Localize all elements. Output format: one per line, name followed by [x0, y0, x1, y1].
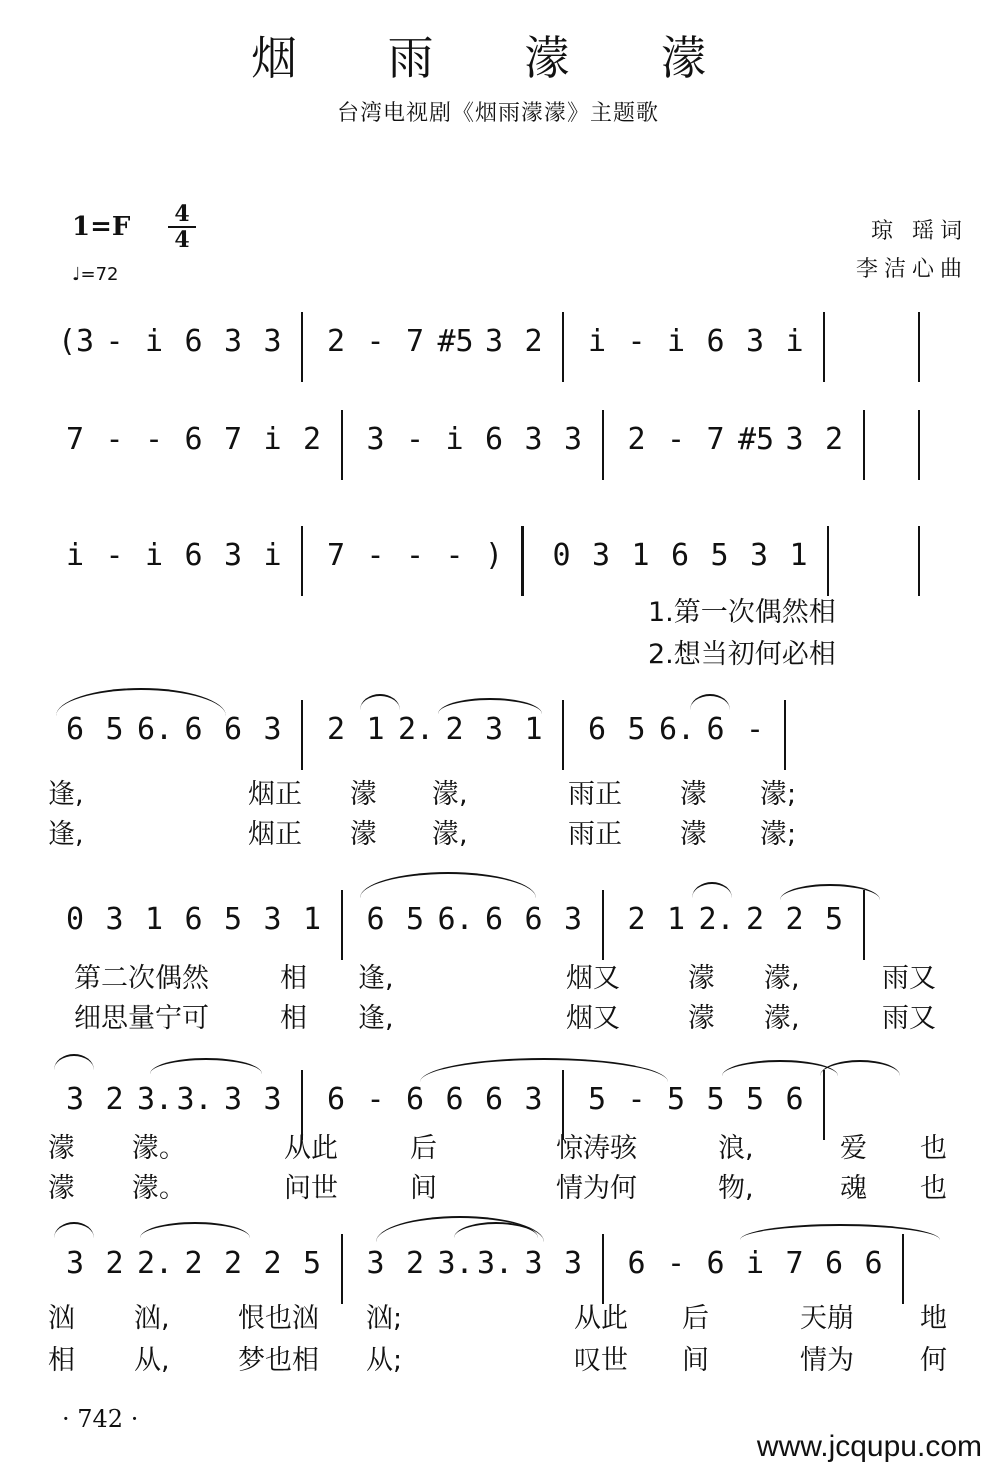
lyric-word: 濛。 [132, 1173, 186, 1204]
barline [301, 312, 303, 382]
slur [438, 698, 542, 714]
note: 6 [366, 902, 385, 937]
note: i [445, 422, 464, 457]
lyric-word: 也 [920, 1173, 947, 1204]
note: 2 [824, 422, 844, 457]
lyric-word: 从; [366, 1345, 403, 1376]
note: 3. [477, 1246, 514, 1281]
note: 6 [670, 538, 690, 573]
note: 6 [706, 1246, 725, 1281]
barline [902, 1234, 904, 1304]
lyric-row4-v1 [48, 772, 958, 808]
barline [301, 526, 303, 596]
lyric-word: 濛 [688, 1003, 715, 1034]
score-row [0, 710, 920, 780]
note: 2 [263, 1246, 282, 1281]
note: 3 [591, 538, 611, 573]
slur [54, 1054, 94, 1070]
barline [562, 700, 564, 770]
note: 7 [326, 538, 346, 573]
note: 2. [398, 712, 435, 747]
note: - [745, 712, 765, 747]
note: - [144, 422, 164, 457]
lyric-word: 濛 [350, 779, 377, 810]
barline [823, 312, 825, 382]
note: 3 [223, 1082, 243, 1117]
note: 2 [627, 422, 646, 457]
note: - [105, 422, 124, 457]
lyric-row5-v2 [48, 996, 958, 1032]
note: 6 [484, 902, 504, 937]
note: i [785, 324, 804, 359]
lyric-text: 2.想当初何必相 [648, 639, 836, 670]
note: 6 [445, 1082, 464, 1117]
note: 3 [263, 902, 282, 937]
lyric-word: 雨又 [882, 1003, 936, 1034]
lyric-word: 后 [410, 1133, 437, 1164]
song-subtitle: 台湾电视剧《烟雨濛濛》主题歌 [336, 101, 659, 126]
note: 3 [749, 538, 769, 573]
barline [301, 700, 303, 770]
note: - [366, 324, 385, 359]
note: 5 [745, 1082, 765, 1117]
note: 1 [366, 712, 385, 747]
time-bottom: 4 [174, 227, 190, 253]
barline [602, 1234, 604, 1304]
note: - [366, 1082, 385, 1117]
note: 5 [405, 902, 425, 937]
note: 1 [524, 712, 543, 747]
lyric-row6-v2 [48, 1166, 958, 1202]
note: 2 [445, 712, 464, 747]
note: 2. [698, 902, 735, 937]
lyric-word: 逢, [48, 779, 84, 810]
note: 2 [785, 902, 804, 937]
note: 3 [745, 324, 765, 359]
note: - [445, 538, 464, 573]
note: 3 [263, 324, 282, 359]
note: 7 [65, 422, 85, 457]
lyric-word: 烟正 [248, 779, 302, 810]
lyric-word: 雨又 [882, 963, 936, 994]
lyric-word: 雨正 [568, 779, 622, 810]
note: 5 [302, 1246, 322, 1281]
page-number: · 742 · [62, 1405, 139, 1433]
note: 1 [789, 538, 808, 573]
note: 2 [302, 422, 322, 457]
barline [602, 890, 604, 960]
note: 6 [484, 422, 504, 457]
lyric-word: 烟又 [566, 1003, 620, 1034]
lyric-row7-v1 [48, 1296, 958, 1332]
note: 3 [563, 1246, 583, 1281]
lyric-word: 地 [920, 1303, 947, 1334]
barline [602, 410, 604, 480]
note: 6 [326, 1082, 346, 1117]
note: 6 [184, 324, 203, 359]
lyric-word: 濛。 [132, 1133, 186, 1164]
note: - [405, 538, 425, 573]
lyric-word: 濛 [680, 819, 707, 850]
note: 1 [631, 538, 650, 573]
note: 2 [105, 1082, 124, 1117]
slur [780, 884, 880, 900]
lyric-word: 间 [410, 1173, 437, 1204]
note: 3 [484, 712, 504, 747]
note: i [144, 538, 164, 573]
note: 0 [552, 538, 571, 573]
note: i [65, 538, 85, 573]
note: i [745, 1246, 765, 1281]
tempo-mark: ♩=72 [72, 264, 119, 285]
score-row [0, 322, 920, 392]
note: 2 [524, 324, 543, 359]
lyric-row3-v1 [48, 590, 958, 626]
note: 3 [785, 422, 804, 457]
lyric-word: 物, [718, 1173, 754, 1204]
time-signature [168, 201, 196, 253]
note: 3 [263, 712, 282, 747]
note: 6 [524, 902, 543, 937]
lyric-row3-v2 [48, 632, 958, 668]
note: 3 [263, 1082, 282, 1117]
lyric-word: 间 [682, 1345, 709, 1376]
lyric-word: 第二次偶然 [74, 963, 209, 994]
lyric-word: 濛 [48, 1133, 75, 1164]
note: 6. [659, 712, 696, 747]
note: 2 [326, 324, 346, 359]
note: 5 [223, 902, 243, 937]
note: 6 [864, 1246, 883, 1281]
note: 6. [437, 902, 474, 937]
slur [150, 1058, 262, 1074]
lyric-word: 情为何 [556, 1173, 637, 1204]
lyric-word: 濛, [432, 779, 468, 810]
slur [420, 1058, 668, 1082]
note: 3. [137, 1082, 174, 1117]
lyric-word: 濛, [764, 1003, 800, 1034]
note: 2. [137, 1246, 174, 1281]
note: 2 [326, 712, 346, 747]
barline [341, 890, 343, 960]
note: i [587, 324, 607, 359]
note: 6 [824, 1246, 844, 1281]
barline [784, 700, 786, 770]
note: i [263, 538, 282, 573]
repeat-sign [521, 526, 534, 596]
note: i [666, 324, 686, 359]
lyric-word: 汹, [134, 1303, 170, 1334]
note: 6 [587, 712, 607, 747]
lyric-word: 濛 [48, 1173, 75, 1204]
note: 1 [666, 902, 686, 937]
note: #5 [437, 324, 474, 359]
score-row [0, 420, 920, 490]
note: 7 [785, 1246, 804, 1281]
note: 5 [587, 1082, 607, 1117]
lyric-row7-v2 [48, 1338, 958, 1374]
note: #5 [738, 422, 775, 457]
lyric-word: 汹 [48, 1303, 75, 1334]
note: i [144, 324, 164, 359]
note: 5 [105, 712, 124, 747]
barline [918, 410, 920, 480]
note: - [627, 1082, 646, 1117]
lyric-word: 雨正 [568, 819, 622, 850]
note: - [627, 324, 646, 359]
note: 2 [405, 1246, 425, 1281]
note: 6 [65, 712, 85, 747]
lyric-word: 天崩 [800, 1303, 854, 1334]
note: 2 [223, 1246, 243, 1281]
note: 3 [366, 1246, 385, 1281]
note: 2 [184, 1246, 203, 1281]
note: 6. [137, 712, 174, 747]
note: 1 [144, 902, 164, 937]
lyric-word: 叹世 [574, 1345, 628, 1376]
composer-credit: 李洁心曲 [855, 257, 968, 282]
slur [54, 1222, 94, 1238]
lyric-word: 细思量宁可 [74, 1003, 209, 1034]
note: - [666, 422, 686, 457]
note: - [366, 538, 385, 573]
note: 2 [745, 902, 765, 937]
note: 3 [65, 1082, 85, 1117]
note: - [105, 324, 124, 359]
lyric-word: 濛, [764, 963, 800, 994]
barline [863, 890, 865, 960]
lyric-word: 从此 [284, 1133, 338, 1164]
note: 3 [223, 538, 243, 573]
note: 6 [627, 1246, 646, 1281]
lyric-word: 逢, [358, 1003, 394, 1034]
lyric-word: 相 [280, 1003, 307, 1034]
barline [341, 410, 343, 480]
lyric-row5-v1 [48, 956, 958, 992]
lyric-word: 梦也相 [238, 1345, 319, 1376]
lyric-word: 恨也汹 [238, 1303, 319, 1334]
lyric-word: 也 [920, 1133, 947, 1164]
lyric-word: 相 [48, 1345, 75, 1376]
lyric-word: 何 [920, 1345, 947, 1376]
note: 3 [563, 902, 583, 937]
note: 1 [302, 902, 322, 937]
note: i [263, 422, 282, 457]
slur [692, 882, 732, 898]
note: (3 [58, 324, 95, 359]
note: - [666, 1246, 686, 1281]
slur [140, 1222, 250, 1238]
slur [740, 1224, 940, 1240]
barline [918, 312, 920, 382]
lyric-word: 问世 [284, 1173, 338, 1204]
note: 6 [785, 1082, 804, 1117]
lyric-word: 逢, [358, 963, 394, 994]
note: ) [484, 538, 504, 573]
lyric-word: 汹; [366, 1303, 403, 1334]
note: 7 [223, 422, 243, 457]
note: 3 [563, 422, 583, 457]
note: 6 [184, 902, 203, 937]
lyric-word: 濛; [760, 819, 797, 850]
lyric-word: 爱 [840, 1133, 867, 1164]
lyric-row6-v1 [48, 1126, 958, 1162]
barline [918, 526, 920, 596]
lyric-word: 逢, [48, 819, 84, 850]
note: 3 [524, 1246, 543, 1281]
lyric-word: 濛; [760, 779, 797, 810]
note: 3 [366, 422, 385, 457]
note: 3. [437, 1246, 474, 1281]
slur [360, 872, 536, 898]
time-top: 4 [174, 201, 190, 227]
note: 5 [706, 1082, 725, 1117]
lyric-word: 濛 [680, 779, 707, 810]
lyric-word: 烟正 [248, 819, 302, 850]
lyric-word: 后 [682, 1303, 709, 1334]
note: 6 [405, 1082, 425, 1117]
note: 3 [65, 1246, 85, 1281]
note: 6 [184, 422, 203, 457]
slur [360, 694, 400, 710]
note: 3 [524, 1082, 543, 1117]
lyric-text: 1.第一次偶然相 [648, 597, 836, 628]
note: 5 [666, 1082, 686, 1117]
note: 6 [706, 712, 725, 747]
key-signature: 1=F [72, 212, 131, 242]
note: 6 [484, 1082, 504, 1117]
note: 3 [105, 902, 124, 937]
note: 7 [706, 422, 725, 457]
note: 2 [627, 902, 646, 937]
lyric-word: 从此 [574, 1303, 628, 1334]
watermark-site: www.jcqupu.com [756, 1430, 982, 1463]
note: - [405, 422, 425, 457]
lyric-word: 濛, [432, 819, 468, 850]
slur [820, 1060, 900, 1076]
barline [863, 410, 865, 480]
lyric-word: 魂 [840, 1173, 867, 1204]
slur [56, 688, 226, 716]
note: 0 [65, 902, 85, 937]
barline [341, 1234, 343, 1304]
note: 7 [405, 324, 425, 359]
note: 5 [824, 902, 844, 937]
lyric-word: 浪, [718, 1133, 754, 1164]
lyric-word: 濛 [688, 963, 715, 994]
note: 6 [184, 538, 203, 573]
lyric-word: 情为 [800, 1345, 854, 1376]
lyric-word: 从, [134, 1345, 170, 1376]
note: 3 [484, 324, 504, 359]
song-title: 烟 雨 濛 濛 [251, 31, 745, 85]
lyric-word: 惊涛骇 [556, 1133, 637, 1164]
lyric-row4-v2 [48, 812, 958, 848]
barline [562, 312, 564, 382]
note: 5 [710, 538, 729, 573]
lyric-word: 濛 [350, 819, 377, 850]
note: 3. [176, 1082, 213, 1117]
note: 3 [524, 422, 543, 457]
note: 2 [105, 1246, 124, 1281]
note: 6 [706, 324, 725, 359]
lyric-word: 相 [280, 963, 307, 994]
slur [690, 694, 730, 710]
barline [827, 526, 829, 596]
lyric-word: 烟又 [566, 963, 620, 994]
note: 6 [223, 712, 243, 747]
note: 3 [223, 324, 243, 359]
note: - [105, 538, 124, 573]
note: 6 [184, 712, 203, 747]
lyricist-credit: 琼 瑶词 [871, 219, 968, 244]
note: 5 [627, 712, 646, 747]
